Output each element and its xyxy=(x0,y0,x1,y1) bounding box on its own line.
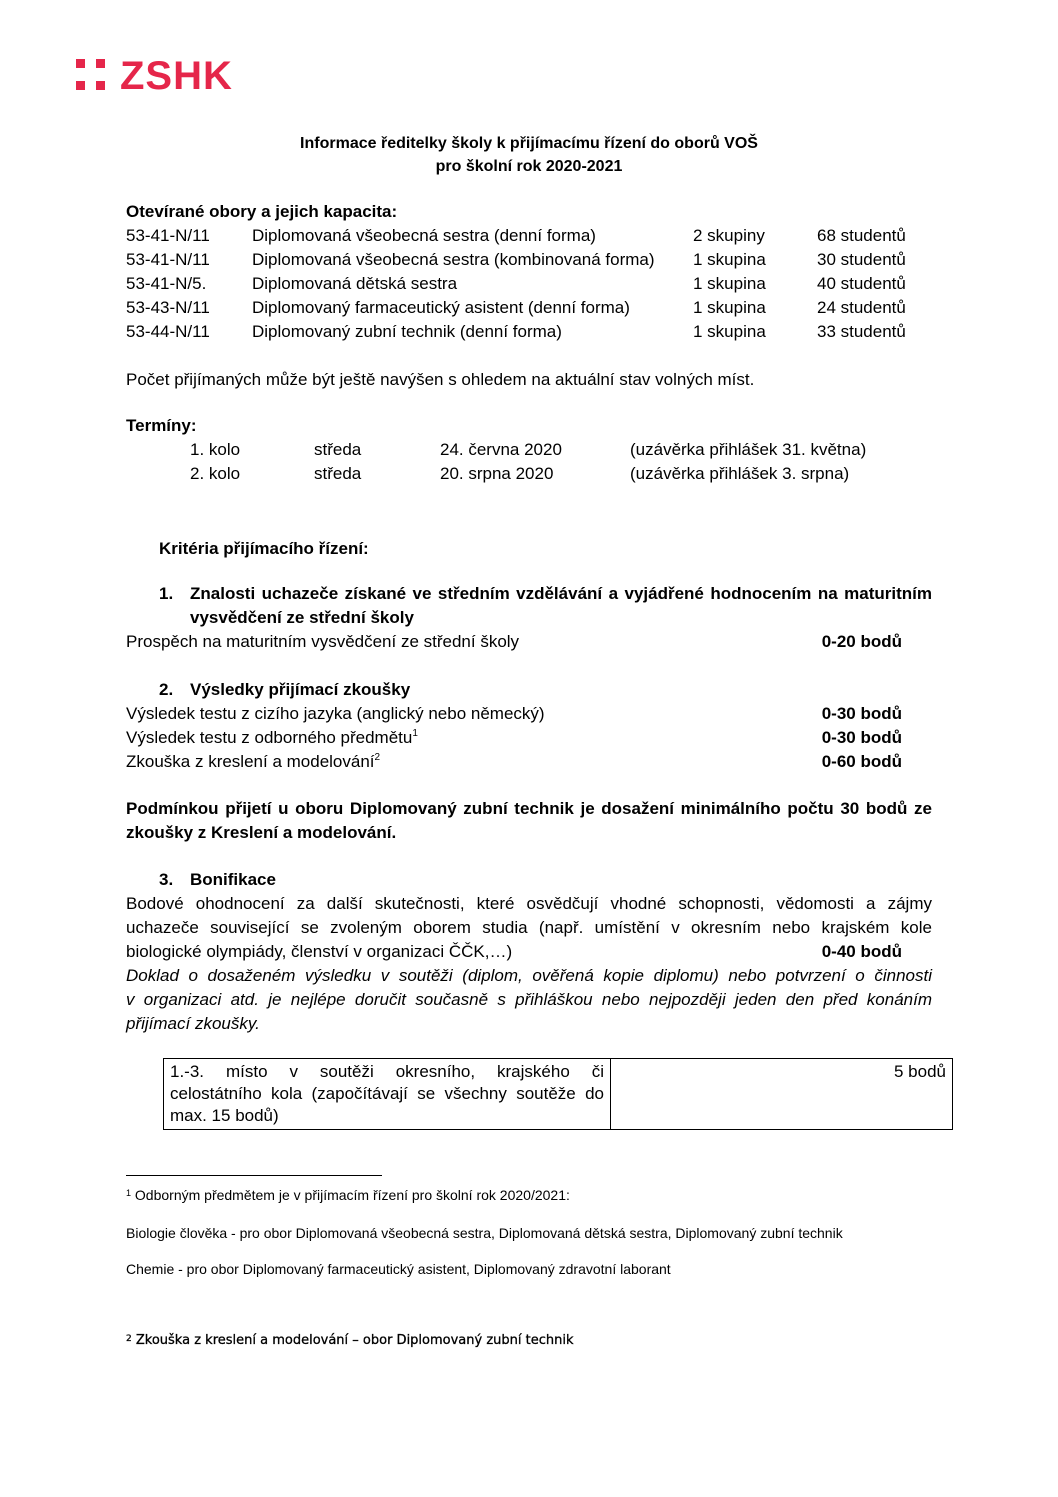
bonus-text-line: Bodové ohodnocení za další skutečnosti, které osvědčují vhodné schopnosti, vědomosti a zájmy xyxy=(126,894,932,913)
criterion-item-label: Výsledek testu z cizího jazyka (anglický nebo německý) xyxy=(126,704,545,723)
program-code: 53-43-N/11 xyxy=(126,298,210,317)
program-code: 53-41-N/11 xyxy=(126,250,210,269)
program-capacity: 24 studentů xyxy=(817,298,906,317)
footnote-ref-2[interactable]: 2 xyxy=(374,752,381,763)
criterion-2-title: Výsledky přijímací zkoušky xyxy=(190,680,411,699)
criterion-item-label: Výsledek testu z odborného předmětu$^1$ xyxy=(126,728,418,747)
page-title: Informace ředitelky školy k přijímacímu řízení do oborů VOŠ xyxy=(300,135,758,152)
logo-squares-icon xyxy=(76,59,110,93)
footnote-separator xyxy=(126,1175,382,1176)
criterion-2-item xyxy=(126,702,902,726)
term-deadline: (uzávěrka přihlášek 3. srpna) xyxy=(630,464,850,483)
table-cell-points: 5 bodů xyxy=(611,1059,953,1130)
criterion-item-points: 0-20 bodů xyxy=(821,632,902,651)
school-logo xyxy=(76,54,233,98)
bonus-points: 0-40 bodů xyxy=(821,942,902,961)
program-capacity: 40 studentů xyxy=(817,274,906,293)
criterion-3-number: 3. xyxy=(159,870,174,889)
table-row xyxy=(164,1059,953,1130)
bonus-text-line: uchazeče související se zvoleným oborem studia (např. umístění v okresním nebo krajském kole xyxy=(126,918,932,937)
table-cell: 1.-3. místo v soutěži okresního, krajského či celostátního kola (započítávají se všechny soutěže do max. 15 bodů) xyxy=(164,1059,611,1130)
program-capacity: 30 studentů xyxy=(817,250,906,269)
criteria-heading: Kritéria přijímacího řízení: xyxy=(159,539,369,558)
admission-condition-cont: zkoušky z Kreslení a modelování. xyxy=(126,823,397,842)
page-subtitle: pro školní rok 2020-2021 xyxy=(435,158,623,175)
term-day: středa xyxy=(314,464,362,483)
footnote-1-line: Biologie člověka - pro obor Diplomovaná všeobecná sestra, Diplomovaná dětská sestra, Diplomovaný zubní technik xyxy=(126,1225,843,1241)
criterion-2-item xyxy=(126,750,902,774)
criterion-item-points: 0-30 bodů xyxy=(821,704,902,723)
criterion-item-label: Prospěch na maturitním vysvědčení ze střední školy xyxy=(126,632,520,651)
footnote-1: $^1$ Odborným předmětem je v přijímacím řízení pro školní rok 2020/2021: xyxy=(126,1187,570,1203)
terms-heading: Termíny: xyxy=(126,416,197,435)
program-capacity: 68 studentů xyxy=(817,226,906,245)
program-groups: 1 skupina xyxy=(693,322,766,341)
footnote-2: $^2$ Zkouška z kreslení a modelování – obor Diplomovaný zubní technik xyxy=(126,1333,574,1348)
criterion-item-points: 0-30 bodů xyxy=(821,728,902,747)
program-name: Diplomovaná dětská sestra xyxy=(252,274,458,293)
term-date: 20. srpna 2020 xyxy=(440,464,554,483)
bonus-note-line: v organizaci atd. je nejlépe doručit současně s přihláškou nebo nejpozději jeden den před konáním xyxy=(126,990,932,1009)
criterion-1-number: 1. xyxy=(159,584,174,603)
term-date: 24. června 2020 xyxy=(440,440,562,459)
term-round: 2. kolo xyxy=(190,464,241,483)
program-code: 53-44-N/11 xyxy=(126,322,210,341)
criterion-1-title: Znalosti uchazeče získané ve středním vzdělávání a vyjádřené hodnocením na maturitním xyxy=(190,584,932,603)
criterion-item-label: Zkouška z kreslení a modelování$^2$ xyxy=(126,752,381,771)
criterion-1-title-cont: vysvědčení ze střední školy xyxy=(190,608,414,627)
bonus-text-line: biologické olympiády, členství v organizaci ČČK,…) xyxy=(126,942,513,961)
bonus-note-line: Doklad o dosaženém výsledku v soutěži (diplom, ověřená kopie diplomu) nebo potvrzení o činnosti xyxy=(126,966,932,985)
term-deadline: (uzávěrka přihlášek 31. května) xyxy=(630,440,867,459)
criterion-2-number: 2. xyxy=(159,680,174,699)
program-name: Diplomovaný farmaceutický asistent (denní forma) xyxy=(252,298,630,317)
program-groups: 2 skupiny xyxy=(693,226,765,245)
program-name: Diplomovaná všeobecná sestra (kombinovaná forma) xyxy=(252,250,655,269)
program-name: Diplomovaná všeobecná sestra (denní forma) xyxy=(252,226,596,245)
criterion-item-points: 0-60 bodů xyxy=(821,752,902,771)
criterion-3-title: Bonifikace xyxy=(190,870,276,889)
program-groups: 1 skupina xyxy=(693,298,766,317)
program-groups: 1 skupina xyxy=(693,274,766,293)
program-name: Diplomovaný zubní technik (denní forma) xyxy=(252,322,562,341)
logo-text: ZSHK xyxy=(120,54,233,98)
program-code: 53-41-N/5. xyxy=(126,274,207,293)
bonus-table xyxy=(163,1058,953,1130)
programs-heading: Otevírané obory a jejich kapacita: xyxy=(126,202,398,221)
program-code: 53-41-N/11 xyxy=(126,226,210,245)
criterion-2-item xyxy=(126,726,902,750)
program-groups: 1 skupina xyxy=(693,250,766,269)
term-day: středa xyxy=(314,440,362,459)
capacity-note: Počet přijímaných může být ještě navýšen s ohledem na aktuální stav volných míst. xyxy=(126,370,755,389)
term-round: 1. kolo xyxy=(190,440,241,459)
admission-condition: Podmínkou přijetí u oboru Diplomovaný zubní technik je dosažení minimálního počtu 30 bodů ze xyxy=(126,799,932,818)
criterion-1-item xyxy=(126,630,902,654)
program-capacity: 33 studentů xyxy=(817,322,906,341)
footnote-ref-1[interactable]: 1 xyxy=(412,728,418,739)
bonus-item xyxy=(126,940,902,964)
bonus-note-line: přijímací zkoušky. xyxy=(126,1014,260,1033)
footnote-1-line: Chemie - pro obor Diplomovaný farmaceutický asistent, Diplomovaný zdravotní laborant xyxy=(126,1261,671,1277)
